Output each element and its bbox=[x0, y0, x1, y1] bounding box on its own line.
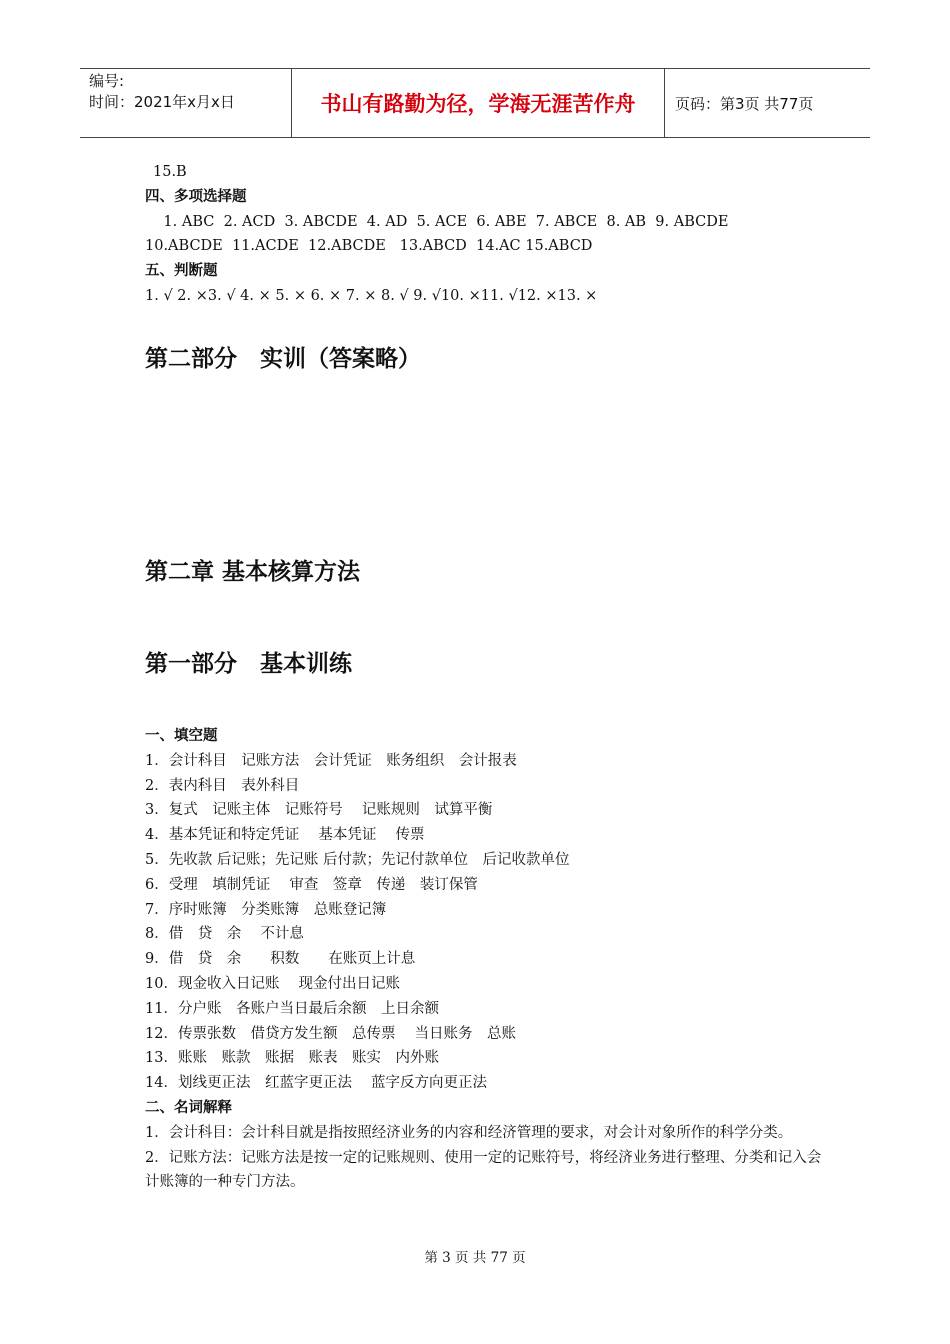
judge-line: 1. √ 2. ×3. √ 4. × 5. × 6. × 7. × 8. √ 9. √10. ×11. √12. ×13. × bbox=[145, 287, 598, 304]
heading-part1: 第一部分 基本训练 bbox=[145, 651, 352, 677]
term-paragraph-2: 2．记账方法：记账方法是按一定的记账规则、使用一定的记账符号，将经济业务进行整理、分类和记入会计账簿的一种专门方法。 bbox=[145, 1149, 822, 1191]
list-item: 3．复式 记账主体 记账符号 记账规则 试算平衡 bbox=[145, 802, 493, 819]
multi-choice-line-1: 1. ABC 2. ACD 3. ABCDE 4. AD 5. ACE 6. ABE 7. ABCE 8. AB 9. ABCDE bbox=[145, 213, 729, 230]
multi-choice-title: 四、多项选择题 bbox=[145, 188, 247, 205]
list-item: 8．借 贷 余 不计息 bbox=[145, 926, 304, 943]
list-item: 14．划线更正法 红蓝字更正法 蓝字反方向更正法 bbox=[145, 1075, 488, 1092]
list-item: 13．账账 账款 账据 账表 账实 内外账 bbox=[145, 1050, 439, 1067]
list-item: 12．传票张数 借贷方发生额 总传票 当日账务 总账 bbox=[145, 1025, 517, 1042]
list-item: 7．序时账簿 分类账簿 总账登记簿 bbox=[145, 901, 387, 918]
list-item: 4．基本凭证和特定凭证 基本凭证 传票 bbox=[145, 827, 425, 844]
header-meta bbox=[80, 69, 292, 137]
answer-line-15: 15.B bbox=[153, 164, 187, 180]
header-motto: 书山有路勤为径，学海无涯苦作舟 bbox=[292, 69, 665, 137]
list-item: 2．表内科目 表外科目 bbox=[145, 777, 300, 794]
header-page-info: 页码：第3页 共77页 bbox=[675, 94, 814, 113]
term-paragraph-1: 1．会计科目：会计科目就是指按照经济业务的内容和经济管理的要求，对会计对象所作的科学分类。 bbox=[145, 1124, 793, 1141]
section-answers bbox=[145, 160, 825, 309]
list-item: 5．先收款 后记账；先记账 后付款；先记付款单位 后记收款单位 bbox=[145, 851, 570, 868]
list-item: 6．受理 填制凭证 审查 签章 传递 装订保管 bbox=[145, 876, 478, 893]
serial-label: 编号: bbox=[89, 72, 125, 90]
page-footer: 第 3 页 共 77 页 bbox=[424, 1250, 526, 1266]
heading-part2: 第二部分 实训（答案略） bbox=[145, 346, 421, 372]
terms-title: 二、名词解释 bbox=[145, 1099, 232, 1116]
heading-chapter2: 第二章 基本核算方法 bbox=[145, 559, 361, 585]
fill-blank-section bbox=[145, 724, 825, 1195]
fill-blank-list bbox=[145, 749, 825, 1096]
list-item: 11．分户账 各账户当日最后余额 上日余额 bbox=[145, 1000, 439, 1017]
fill-blank-title: 一、填空题 bbox=[145, 728, 218, 744]
list-item: 1．会计科目 记账方法 会计凭证 账务组织 会计报表 bbox=[145, 752, 517, 769]
time-label: 时间：2021年x月x日 bbox=[89, 93, 235, 111]
list-item: 9．借 贷 余 积数 在账页上计息 bbox=[145, 951, 416, 968]
judge-title: 五、判断题 bbox=[145, 263, 218, 280]
page-header bbox=[80, 68, 870, 138]
multi-choice-line-2: 10.ABCDE 11.ACDE 12.ABCDE 13.ABCD 14.AC 15.ABCD bbox=[145, 238, 593, 255]
list-item: 10．现金收入日记账 现金付出日记账 bbox=[145, 975, 401, 992]
